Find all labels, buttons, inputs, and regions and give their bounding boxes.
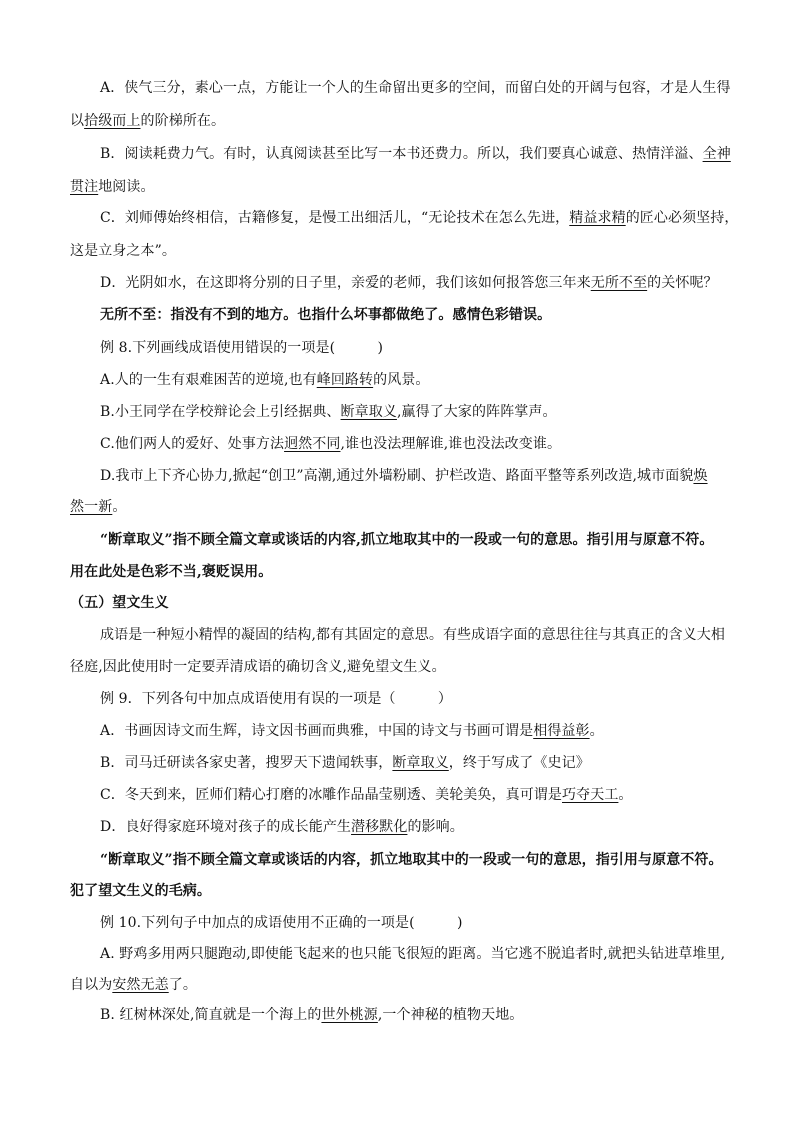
answer-explanation-9-line-2: 犯了望文生义的毛病。 bbox=[70, 883, 211, 899]
option-a-line-2: 以拾级而上的阶梯所在。 bbox=[70, 113, 226, 129]
option-a-line-1: A．侠气三分，素心一点，方能让一个人的生命留出更多的空间，而留白处的开阔与包容，才是人生得 bbox=[100, 80, 731, 96]
q10-option-a-line-2: 自以为安然无恙了。 bbox=[70, 977, 197, 993]
question-10-title: 例 10.下列句子中加点的成语使用不正确的一项是( ) bbox=[100, 915, 463, 931]
q8-option-d-line-1: D.我市上下齐心协力,掀起“创卫”高潮,通过外墙粉刷、护栏改造、路面平整等系列改造,城市面貌焕 bbox=[100, 468, 708, 484]
q9-option-c: C．冬天到来，匠师们精心打磨的冰雕作品晶莹剔透、美轮美奂，真可谓是巧夺天工。 bbox=[100, 787, 633, 803]
idiom-underlined: 迥然不同 bbox=[284, 436, 341, 452]
answer-explanation-8-line-1: “断章取义”指不顾全篇文章或谈话的内容,抓立地取其中的一段或一句的意思。指引用与原意不符。 bbox=[100, 532, 714, 548]
idiom-underlined: 无所不至 bbox=[590, 275, 648, 291]
idiom-underlined: 精益求精 bbox=[569, 210, 626, 226]
idiom-underlined: 贯注 bbox=[70, 179, 99, 195]
idiom-underlined: 焕 bbox=[693, 468, 708, 484]
idiom-underlined: 相得益彰 bbox=[533, 723, 590, 739]
q8-option-c: C.他们两人的爱好、处事方法迥然不同,谁也没法理解谁,谁也没法改变谁。 bbox=[100, 436, 562, 452]
idiom-underlined: 世外桃源 bbox=[321, 1007, 378, 1023]
answer-explanation-9-line-1: “断章取义”指不顾全篇文章或谈话的内容，抓立地取其中的一段或一句的意思，指引用与原意不符。 bbox=[100, 852, 723, 868]
idiom-underlined: 断章取义 bbox=[340, 404, 397, 420]
idiom-underlined: 安然无恙 bbox=[112, 977, 169, 993]
option-b-line-2: 贯注地阅读。 bbox=[70, 179, 155, 195]
q9-option-a: A．书画因诗文而生辉，诗文因书画而典雅，中国的诗文与书画可谓是相得益彰。 bbox=[100, 723, 604, 739]
idiom-underlined: 潜移默化 bbox=[351, 819, 408, 835]
q9-option-d: D．良好得家庭环境对孩子的成长能产生潜移默化的影响。 bbox=[100, 819, 464, 835]
idiom-underlined: 巧夺天工 bbox=[562, 787, 619, 803]
q10-option-b: B. 红树林深处,简直就是一个海上的世外桃源,一个神秘的植物天地。 bbox=[100, 1007, 524, 1023]
section-intro-line-2: 径庭,因此使用时一定要弄清成语的确切含义,避免望文生义。 bbox=[70, 659, 446, 675]
q8-option-a: A.人的一生有艰难困苦的逆境,也有峰回路转的风景。 bbox=[100, 372, 430, 388]
q8-option-b: B.小王同学在学校辩论会上引经据典、断章取义,赢得了大家的阵阵掌声。 bbox=[100, 404, 557, 420]
idiom-underlined: 断章取义 bbox=[392, 755, 449, 771]
idiom-underlined: 然一新 bbox=[70, 499, 113, 515]
question-9-title: 例 9．下列各句中加点成语使用有误的一项是（ ） bbox=[100, 691, 452, 707]
section-heading: （五）望文生义 bbox=[70, 595, 169, 611]
q9-option-b: B．司马迁研读各家史著，搜罗天下遗闻轶事，断章取义，终于写成了《史记》 bbox=[100, 755, 590, 771]
option-d-line: D．光阴如水，在这即将分别的日子里，亲爱的老师，我们该如何报答您三年来无所不至的关怀呢？ bbox=[100, 275, 718, 291]
question-8-title: 例 8.下列画线成语使用错误的一项是( ) bbox=[100, 340, 384, 356]
option-c-line-2: 这是立身之本”。 bbox=[70, 243, 176, 259]
q8-option-d-line-2: 然一新。 bbox=[70, 499, 127, 515]
answer-explanation-8-line-2: 用在此处是色彩不当,褒贬误用。 bbox=[70, 564, 273, 580]
option-b-line-1: B．阅读耗费力气。有时，认真阅读甚至比写一本书还费力。所以，我们要真心诚意、热情洋溢、全神 bbox=[100, 146, 731, 162]
answer-explanation-7: 无所不至：指没有不到的地方。也指什么坏事都做绝了。感情色彩错误。 bbox=[100, 307, 552, 323]
idiom-underlined: 全神 bbox=[702, 146, 731, 162]
q10-option-a-line-1: A. 野鸡多用两只腿跑动,即使能飞起来的也只能飞很短的距离。当它逃不脱追者时,就把头钻进草堆里, bbox=[100, 946, 726, 962]
idiom-underlined: 拾级而上 bbox=[84, 113, 141, 129]
section-intro-line-1: 成语是一种短小精悍的凝固的结构,都有其固定的意思。有些成语字面的意思往往与其真正的含义大相 bbox=[100, 627, 725, 643]
idiom-underlined: 峰回路转 bbox=[316, 372, 374, 388]
option-c-line-1: C．刘师傅始终相信，古籍修复，是慢工出细活儿，“无论技术在怎么先进，精益求精的匠心必须坚持， bbox=[100, 210, 739, 226]
